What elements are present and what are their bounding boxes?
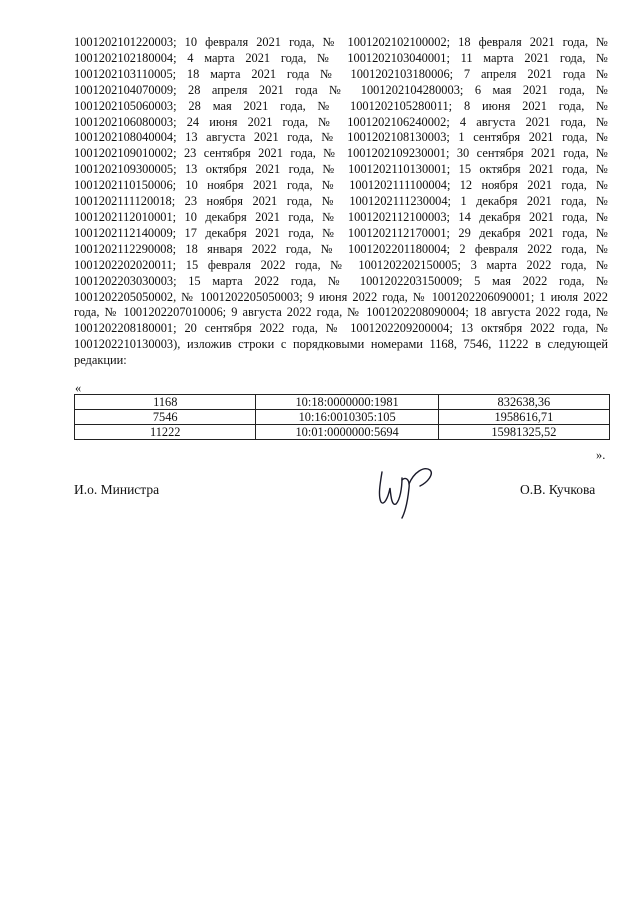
value-cell: 832638,36 (438, 395, 609, 410)
signatory-title: И.о. Министра (74, 482, 160, 497)
opening-quote: « (75, 381, 82, 395)
cadastral-number-cell: 10:16:0010305:105 (256, 410, 438, 425)
cadastral-number-cell: 10:18:0000000:1981 (256, 395, 438, 410)
table-row (75, 425, 610, 440)
body-paragraph: 1001202101220003; 10 февраля 2021 года, № 1001202102100002; 18 февраля 2021 года, № 1001202102180004; 4 марта 2021 года, № 1001202103040001; 11 марта 2021 года, № 1001202103110005; 18 марта 2021 года № 1001202103180006; 7 апреля 2021 года № 1001202104070009; 28 апреля 2021 года № 1001202104280003; 6 мая 2021 года, № 1001202105060003; 28 мая 2021 года, № 1001202105280011; 8 июня 2021 года, № 1001202106080003; 24 июня 2021 года, № 1001202106240002; 4 августа 2021 года, № 1001202108040004; 13 августа 2021 года, № 1001202108130003; 1 сентября 2021 года, № 1001202109010002; 23 сентября 2021 года, № 1001202109230001; 30 сентября 2021 года, № 1001202109300005; 13 октября 2021 года, № 1001202110130001; 15 октября 2021 года, № 1001202110150006; 10 ноября 2021 года, № 1001202111100004; 12 ноября 2021 года, № 1001202111120018; 23 ноября 2021 года, № 1001202111230004; 1 декабря 2021 года, № 1001202112010001; 10 декабря 2021 года, № 1001202112100003; 14 декабря 2021 года, № 1001202112140009; 17 декабря 2021 года, № 1001202112170001; 29 декабря 2021 года, № 1001202112290008; 18 января 2022 года, № 1001202201180004; 2 февраля 2022 года, № 1001202202020011; 15 февраля 2022 года, № 1001202202150005; 3 марта 2022 года, № 1001202203030003; 15 марта 2022 года, № 1001202203150009; 5 мая 2022 года, № 1001202205050002, № 1001202205050003; 9 июня 2022 года, № 1001202206090001; 1 июля 2022 года, № 1001202207010006; 9 августа 2022 года, № 1001202208090004; 18 августа 2022 года, № 1001202208180001; 20 сентября 2022 года, № 1001202209200004; 13 октября 2022 года, № 1001202210130003), изложив строки с порядковыми номерами 1168, 7546, 11222 в следующей редакции: (74, 35, 608, 368)
row-number-cell: 11222 (75, 425, 256, 440)
value-cell: 15981325,52 (438, 425, 609, 440)
parcels-table (74, 394, 610, 440)
handwritten-signature (372, 458, 442, 522)
table-row (75, 395, 610, 410)
cadastral-number-cell: 10:01:0000000:5694 (256, 425, 438, 440)
signatory-name: О.В. Кучкова (520, 482, 596, 497)
row-number-cell: 7546 (75, 410, 256, 425)
closing-quote: ». (596, 448, 606, 462)
table-row (75, 410, 610, 425)
body-paragraph-block (74, 35, 608, 369)
value-cell: 1958616,71 (438, 410, 609, 425)
row-number-cell: 1168 (75, 395, 256, 410)
